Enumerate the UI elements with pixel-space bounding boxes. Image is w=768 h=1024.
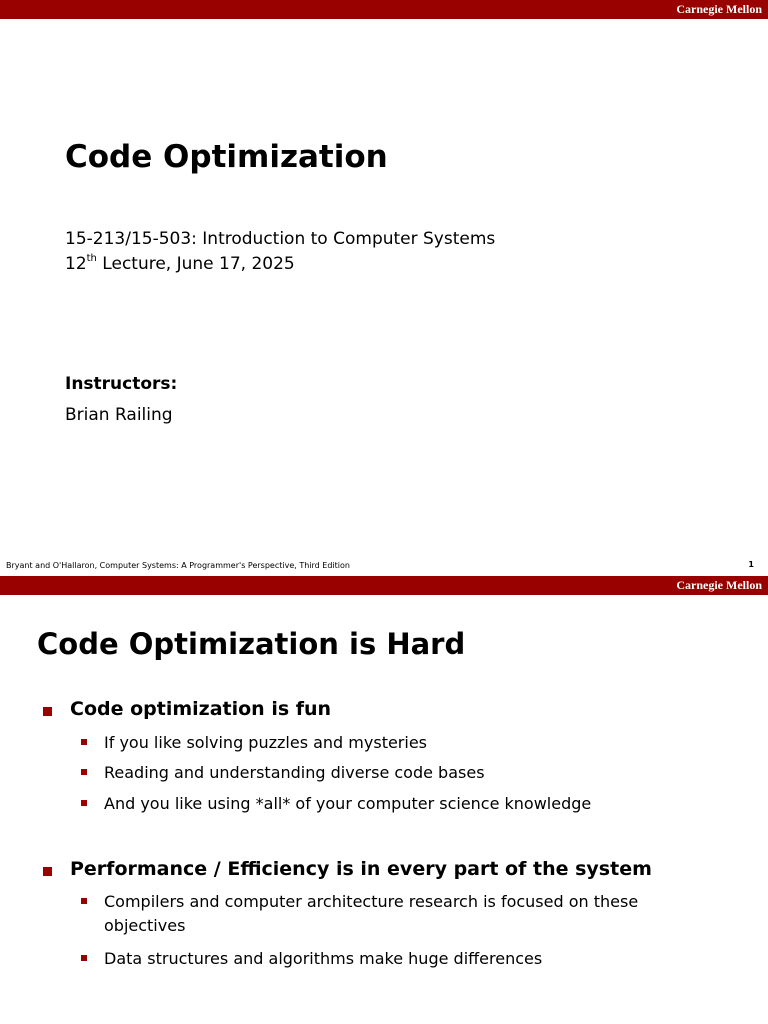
lecture-line [65, 253, 295, 275]
course-line: 15-213/15-503: Introduction to Computer Systems [65, 229, 496, 249]
square-bullet-icon [43, 707, 52, 716]
header-brand: Carnegie Mellon [676, 2, 762, 16]
small-square-bullet-icon [81, 739, 87, 745]
instructors-label: Instructors: [65, 374, 178, 394]
content-slide [0, 576, 768, 1024]
header-bar [0, 576, 768, 595]
header-brand: Carnegie Mellon [676, 578, 762, 592]
instructor-name: Brian Railing [65, 405, 173, 425]
lecture-suffix: th [86, 253, 97, 265]
small-square-bullet-icon [81, 955, 87, 961]
sub-bullet-item: If you like solving puzzles and mysteries [104, 733, 428, 752]
lecture-number: 12 [65, 254, 87, 274]
sub-bullet-item: Data structures and algorithms make huge differences [104, 949, 543, 968]
header-bar [0, 0, 768, 19]
bullet-item: Code optimization is fun [70, 698, 332, 720]
sub-bullet-item: And you like using *all* of your computer science knowledge [104, 794, 592, 813]
square-bullet-icon [43, 867, 52, 876]
slide-title: Code Optimization is Hard [37, 627, 466, 661]
small-square-bullet-icon [81, 800, 87, 806]
slide-title: Code Optimization [65, 139, 388, 175]
sub-bullet-item: Compilers and computer architecture research is focused on these objectives [104, 892, 639, 935]
lecture-details: Lecture, June 17, 2025 [96, 254, 295, 274]
page-number: 1 [748, 560, 754, 569]
small-square-bullet-icon [81, 769, 87, 775]
bullet-item: Performance / Efficiency is in every part of the system [70, 858, 652, 880]
small-square-bullet-icon [81, 898, 87, 904]
footer-citation: Bryant and O'Hallaron, Computer Systems: A Programmer's Perspective, Third Edition [6, 561, 350, 570]
sub-bullet-item: Reading and understanding diverse code bases [104, 763, 485, 782]
